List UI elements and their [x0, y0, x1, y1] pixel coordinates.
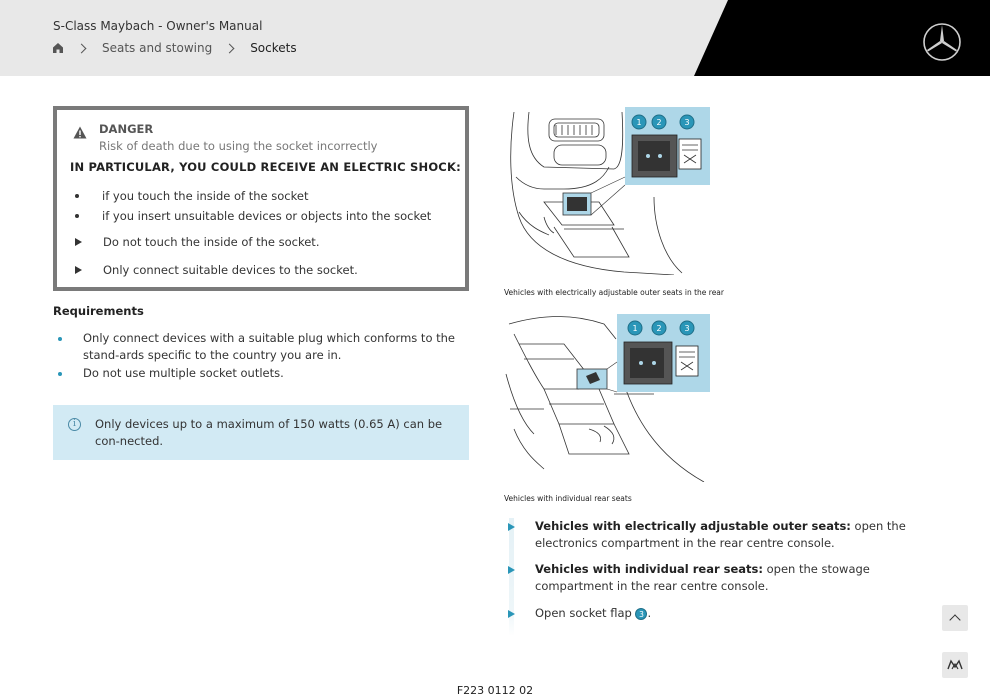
arrow-right-icon: [508, 566, 515, 574]
danger-box: [53, 106, 469, 291]
info-icon: i: [68, 418, 81, 431]
bullet-icon: [58, 337, 62, 341]
list-item: if you insert unsuitable devices or objects into the socket: [75, 206, 431, 226]
instruction-step: Vehicles with electrically adjustable outer seats: open the electronics compartment in the rear centre console.: [508, 518, 928, 552]
requirements-title: Requirements: [53, 304, 144, 318]
header-bar: [0, 0, 990, 76]
marker-3: 3: [684, 118, 690, 127]
warning-icon: [73, 126, 87, 139]
danger-caps-warning: IN PARTICULAR, YOU COULD RECEIVE AN ELECTRIC SHOCK:: [70, 160, 461, 174]
marker-3: 3: [684, 324, 690, 333]
chevron-right-icon: [77, 43, 87, 53]
marker-1: 1: [636, 118, 642, 127]
breadcrumb-item-current: Sockets: [250, 41, 297, 55]
danger-conditions: [75, 186, 431, 226]
arrow-right-icon: [75, 266, 82, 274]
marker-3: 3: [635, 608, 647, 620]
chevron-right-icon: [225, 43, 235, 53]
manual-title: S-Class Maybach - Owner's Manual: [53, 19, 263, 33]
arrow-right-icon: [508, 610, 515, 618]
danger-subtitle: Risk of death due to using the socket incorrectly: [99, 139, 378, 153]
maybach-logo-icon: [947, 659, 963, 671]
danger-step: Only connect suitable devices to the socket.: [75, 263, 358, 277]
figure-markers: [628, 321, 694, 335]
danger-title: DANGER: [99, 122, 154, 136]
info-box: [53, 405, 469, 460]
list-item: Only connect devices with a suitable plug which conforms to the stand-ards specific to the country you are in.: [53, 330, 463, 364]
figure-code: F223 0112 02: [456, 684, 534, 697]
home-icon[interactable]: [52, 42, 64, 54]
arrow-right-icon: [75, 238, 82, 246]
marker-2: 2: [656, 118, 662, 127]
info-text: Only devices up to a maximum of 150 watts (0.65 A) can be con-nected.: [95, 417, 443, 448]
bullet-icon: [58, 372, 62, 376]
arrow-right-icon: [508, 523, 515, 531]
mercedes-star-logo[interactable]: [922, 22, 962, 62]
breadcrumb-item-seats[interactable]: Seats and stowing: [102, 41, 213, 55]
socket-illustration-individual-seats: [504, 314, 710, 482]
bullet-icon: [75, 214, 79, 218]
maybach-logo-button[interactable]: [942, 652, 968, 678]
breadcrumb: [52, 41, 297, 55]
socket-illustration-electric-seats: [504, 107, 710, 275]
figure-markers: [632, 115, 694, 129]
bullet-icon: [75, 194, 79, 198]
scroll-to-top-button[interactable]: [942, 605, 968, 631]
list-item: Do not use multiple socket outlets.: [53, 365, 463, 382]
marker-1: 1: [632, 324, 638, 333]
chevron-up-icon: [949, 614, 960, 625]
list-item: if you touch the inside of the socket: [75, 186, 431, 206]
figure-caption: Vehicles with electrically adjustable outer seats in the rear: [504, 288, 724, 297]
marker-2: 2: [656, 324, 662, 333]
instruction-step: Vehicles with individual rear seats: open the stowage compartment in the rear centre console.: [508, 561, 928, 595]
instruction-step: Open socket flap 3 .: [508, 605, 928, 622]
figure-caption: Vehicles with individual rear seats: [504, 494, 632, 503]
danger-step: Do not touch the inside of the socket.: [75, 235, 319, 249]
